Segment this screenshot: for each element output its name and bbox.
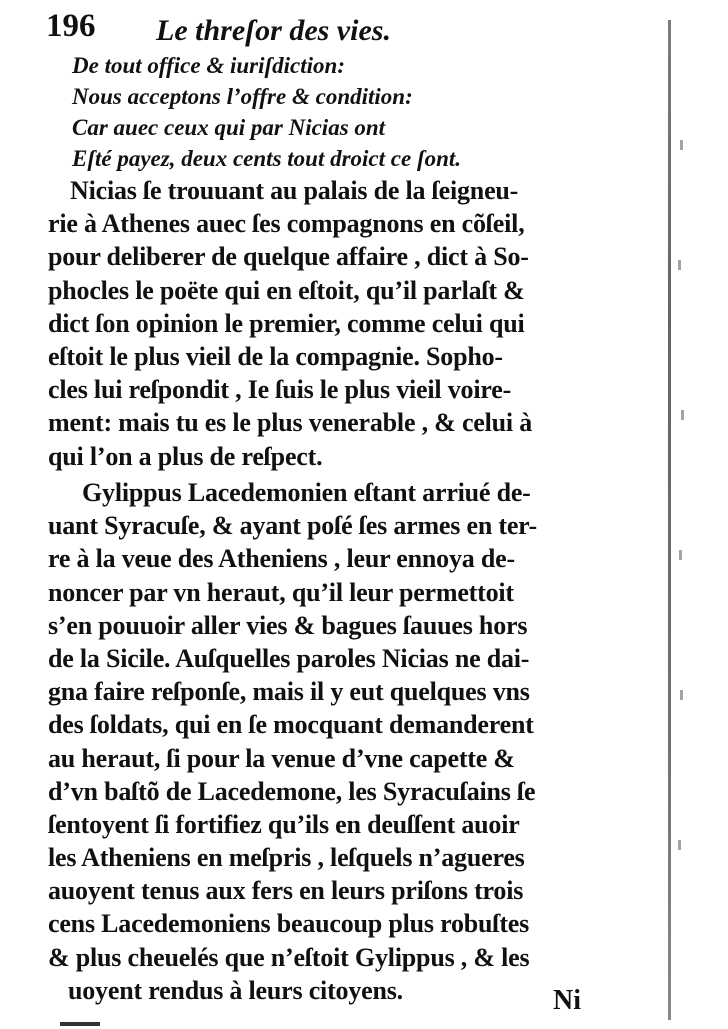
text-line: re à la veue des Atheniens , leur ennoya de- [48, 544, 515, 574]
text-line: gna faire reſponſe, mais il y eut quelques vns [48, 677, 530, 707]
text-line: s’en pouuoir aller vies & bagues ſauues hors [48, 610, 528, 640]
text-line: eſtoit le plus vieil de la compagnie. Sopho- [48, 341, 503, 371]
text-line: noncer par vn heraut, qu’il leur permettoit [48, 577, 514, 607]
verse-line: Car auec ceux qui par Nicias ont [72, 115, 386, 140]
text-line: uant Syracuſe, & ayant poſé ſes armes en ter- [48, 511, 538, 541]
text-line: ment: mais tu es le plus venerable , & celui à [48, 408, 533, 438]
text-line: les Atheniens en meſpris , leſquels n’agueres [48, 843, 525, 873]
text-line: pour deliberer de quelque affaire , dict à So- [48, 242, 529, 272]
paragraph-gylippus [48, 476, 608, 1007]
text-line: au heraut, ſi pour la venue d’vne capette & [48, 743, 515, 773]
verse-line: Nous acceptons l’offre & condition: [72, 84, 413, 109]
page-number: 196 [46, 8, 96, 44]
text-line: auoyent tenus aux fers en leurs priſons trois [48, 876, 524, 906]
text-line: phocles le poëte qui en eſtoit, qu’il parlaſt & [48, 275, 525, 305]
text-line: d’vn baſtõ de Lacedemone, les Syracuſains ſe [48, 776, 536, 806]
verse-line: Eſté payez, deux cents tout droict ce ſont. [72, 146, 462, 171]
text-line: dict ſon opinion le premier, comme celui qui [48, 308, 525, 338]
page-edge-shadow [668, 20, 671, 1020]
text-line: des ſoldats, qui en ſe mocquant demanderent [48, 710, 534, 740]
margin-specks [676, 80, 696, 980]
text-line: uoyent rendus à leurs citoyens. [68, 975, 403, 1005]
text-line: qui l’on a plus de reſpect. [48, 441, 323, 471]
running-title: Le threſor des vies. [156, 14, 391, 47]
text-line: ſentoyent ſi fortifiez qu’ils en deuſſent auoir [48, 809, 520, 839]
text-line: de la Sicile. Auſquelles paroles Nicias ne dai- [48, 643, 530, 673]
text-line: rie à Athenes auec ſes compagnons en cõſeil, [48, 209, 525, 239]
text-line: Nicias ſe trouuant au palais de la ſeigneu- [70, 176, 519, 205]
next-page-edge-mark [60, 1022, 100, 1026]
catchword: Ni [553, 985, 581, 1016]
verse-block [72, 50, 542, 174]
page-header [46, 8, 476, 48]
text-line: & plus cheuelés que n’eſtoit Gylippus , & les [48, 942, 530, 972]
text-line: cens Lacedemoniens beaucoup plus robuſtes [48, 909, 530, 939]
verse-line: De tout office & iuriſdiction: [72, 53, 346, 78]
text-line: cles lui reſpondit , Ie ſuis le plus vieil voire- [48, 375, 512, 405]
paragraph-nicias-sophocles [48, 174, 608, 473]
text-line: Gylippus Lacedemonien eſtant arriué de- [82, 478, 531, 507]
